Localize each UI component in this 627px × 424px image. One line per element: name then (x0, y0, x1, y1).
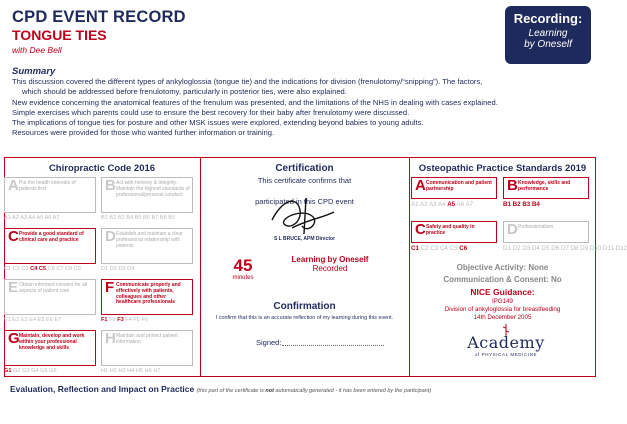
certification-line-1: This certificate confirms that (257, 176, 352, 185)
evaluation-note-post: automatically generated - it has been entered by the participant) (273, 388, 432, 394)
standard-code: D3 (118, 266, 126, 272)
confirmation-text: I confirm that this is an accurate reflection of my learning during this event. (215, 315, 394, 321)
standard-codes (503, 201, 589, 208)
recording-subtext-1: Learning (528, 28, 568, 39)
standard-codes (4, 266, 96, 272)
standard-box-f (101, 279, 193, 315)
standard-code: C9 (73, 266, 81, 272)
standard-letter: F (105, 279, 115, 296)
standard-letter: C (415, 221, 426, 238)
standard-code: D12 (615, 245, 627, 252)
standard-code: D1 (503, 245, 511, 252)
standard-description: Communicate properly and effectively with patients, colleagues and other healthcare professionals (116, 282, 181, 306)
standard-code: F2 (109, 317, 116, 323)
standard-code: C8 (65, 266, 73, 272)
standard-codes (503, 245, 627, 252)
standard-code: C2 (420, 245, 429, 252)
nice-guidance-heading: NICE Guidance: (470, 287, 535, 297)
standard-code: H1 (101, 368, 109, 374)
standard-code: D2 (512, 245, 521, 252)
standard-code: B9 (168, 215, 176, 221)
standard-code: F4 (125, 317, 132, 323)
standard-box-c (411, 221, 497, 243)
standard-code: D2 (109, 266, 117, 272)
standard-description: Provide a good standard of clinical care and practice (19, 231, 84, 243)
standard-code: E6 (46, 317, 53, 323)
standard-code: C5 (449, 245, 458, 252)
standard-code: G3 (22, 368, 30, 374)
standard-code: C4 (30, 266, 38, 272)
standard-code: A6 (456, 201, 465, 208)
standard-description: Act with honesty & integrity. Maintain the highest standards of professional/personal conduct (116, 180, 190, 198)
duration-badge (226, 257, 260, 281)
evaluation-note (197, 388, 432, 394)
standard-box-g (4, 330, 96, 366)
standard-letter: D (105, 228, 116, 245)
summary-heading: Summary (12, 66, 56, 77)
standard-code: F5 (133, 317, 140, 323)
learning-status: Recorded (312, 264, 348, 273)
standard-box-d (503, 221, 589, 243)
certification-heading: Certification (275, 163, 334, 174)
standard-letter: H (105, 330, 116, 347)
standard-code: H7 (153, 368, 161, 374)
standard-code: D1 (101, 266, 109, 272)
standard-code: D6 (551, 245, 560, 252)
standard-code: B7 (151, 215, 159, 221)
standard-box-d (101, 228, 193, 264)
summary-line: Simple exercises which parents could use to ensure the best recovery for their baby after frenulotomy were discussed. (12, 107, 410, 117)
standard-letter: E (8, 279, 19, 296)
standard-description: Professionalism (518, 224, 554, 230)
standard-description: Establish and maintain a clear professional relationship with patients (116, 231, 183, 249)
standard-code: B3 (117, 215, 125, 221)
standard-code: B1 (503, 201, 511, 208)
standard-code: C6 (47, 266, 55, 272)
standard-code: B1 (101, 215, 108, 221)
standard-code: G2 (13, 368, 21, 374)
standard-code: D10 (589, 245, 602, 252)
standard-code: D7 (560, 245, 569, 252)
standard-code: B5 (134, 215, 142, 221)
academy-logo-tagline: of PHYSICAL MEDICINE (474, 352, 538, 357)
standard-letter: D (507, 221, 518, 238)
standard-code: B2 (109, 215, 117, 221)
recording-type-badge (505, 6, 591, 64)
standard-codes (4, 317, 96, 323)
learning-type (270, 255, 390, 273)
evaluation-heading: Evaluation, Reflection and Impact on Practice (10, 384, 195, 394)
standard-codes (101, 317, 193, 323)
standard-code: B8 (159, 215, 167, 221)
signature-line[interactable] (282, 345, 384, 346)
standard-code: C2 (12, 266, 20, 272)
standard-code: C3 (430, 245, 439, 252)
standard-box-c (4, 228, 96, 264)
standard-code: A5 (447, 201, 456, 208)
summary-line: which should be addressed before frenulotomy, particularly in posterior ties, were also explained. (22, 87, 347, 97)
standard-codes (101, 215, 193, 221)
column-divider (200, 157, 201, 377)
standard-code: C4 (439, 245, 448, 252)
standard-codes (411, 245, 497, 252)
standard-code: C1 (411, 245, 419, 252)
standard-code: G5 (40, 368, 48, 374)
standard-letter: B (105, 177, 116, 194)
academy-logo (466, 324, 546, 357)
standard-code: E5 (37, 317, 45, 323)
standard-code: H5 (135, 368, 144, 374)
document-title: CPD EVENT RECORD (12, 8, 186, 26)
standard-code: B4 (126, 215, 134, 221)
standard-letter: A (415, 177, 426, 194)
standard-code: D9 (580, 245, 589, 252)
standard-code: D4 (531, 245, 540, 252)
signed-label: Signed: (256, 338, 282, 347)
standard-code: F3 (117, 317, 124, 323)
standard-code: E4 (29, 317, 37, 323)
standard-code: A3 (20, 215, 28, 221)
standard-code: A4 (28, 215, 36, 221)
osteopathic-heading: Osteopathic Practice Standards 2019 (418, 163, 587, 174)
confirmation-heading: Confirmation (273, 301, 336, 312)
standard-code: D11 (603, 245, 614, 252)
summary-line: New evidence concerning the anatomical features of the frenulum was presented, and the limitations of the NHS in dealing with cases explained. (12, 97, 498, 107)
standard-box-e (4, 279, 96, 315)
standard-code: C5 (38, 266, 47, 272)
standard-box-a (4, 177, 96, 213)
duration-unit: minutes (232, 275, 254, 281)
standard-code: E7 (54, 317, 62, 323)
standard-code: E3 (20, 317, 28, 323)
standard-code: F6 (141, 317, 148, 323)
standard-code: A7 (52, 215, 60, 221)
standard-description: Knowledge, skills and performance (518, 180, 571, 192)
duration-value: 45 (233, 256, 253, 275)
recording-subtext-2: by Oneself (524, 39, 572, 50)
standard-code: C6 (459, 245, 468, 252)
standard-code: A4 (437, 201, 446, 208)
standard-code: D8 (570, 245, 579, 252)
recording-heading: Recording: (513, 11, 583, 26)
certification-line-2: participated in this CPD event (255, 197, 354, 206)
standard-codes (4, 215, 96, 221)
standard-code: B4 (531, 201, 540, 208)
standard-code: A2 (419, 201, 428, 208)
chiropractic-code-panel (4, 157, 200, 377)
standard-code: D4 (127, 266, 135, 272)
standard-code: A1 (4, 215, 11, 221)
standard-code: H2 (109, 368, 117, 374)
standard-code: F1 (101, 317, 108, 323)
presenter-name: with Dee Bell (12, 45, 62, 55)
standard-code: C1 (4, 266, 12, 272)
standard-description: Maintain, develop and work within your professional knowledge and skills (19, 333, 85, 351)
standard-letter: B (507, 177, 518, 194)
standard-code: G6 (49, 368, 57, 374)
standard-description: Put the health interests of patients first (19, 180, 76, 192)
standard-letter: A (8, 177, 19, 194)
standard-box-a (411, 177, 497, 199)
evaluation-heading-row (10, 384, 431, 394)
standard-codes (101, 266, 193, 272)
standard-code: H6 (144, 368, 152, 374)
nice-guidance-code: IPG149 (492, 298, 513, 305)
standard-codes (411, 201, 497, 208)
standard-codes (101, 368, 193, 374)
standard-code: D5 (541, 245, 550, 252)
standard-code: B6 (143, 215, 150, 221)
chiropractic-heading: Chiropractic Code 2016 (48, 163, 156, 174)
summary-line: The implications of tongue ties for posture and other MSK issues were explored, extending beyond babies to young adults. (12, 118, 424, 128)
standard-code: E2 (12, 317, 20, 323)
standard-code: H4 (127, 368, 135, 374)
standard-code: A3 (428, 201, 437, 208)
standard-code: A7 (465, 201, 474, 208)
standard-box-b (503, 177, 589, 199)
summary-line: This discussion covered the different types of ankyloglossia (tongue tie) and the indications for division (frenulotomy/“snipping”). The factors, (12, 77, 483, 86)
director-caption: S L BRUCE, APM Director (273, 236, 336, 242)
event-subtitle: TONGUE TIES (12, 27, 107, 43)
summary-body (12, 77, 594, 139)
communication-consent: Communication & Consent: No (443, 275, 562, 284)
standard-code: G1 (4, 368, 12, 374)
standard-letter: C (8, 228, 19, 245)
summary-line: Resources were provided for those who wanted further information or training. (12, 128, 275, 138)
standard-box-h (101, 330, 193, 366)
standard-code: A2 (12, 215, 19, 221)
standard-description: Communication and patient partnership (426, 180, 492, 192)
standard-code: E1 (4, 317, 11, 323)
standard-code: C7 (56, 266, 64, 272)
director-signature (262, 190, 342, 238)
standard-description: Maintain and protect patient information (116, 333, 178, 345)
standard-code: G4 (31, 368, 39, 374)
standard-letter: G (8, 330, 20, 347)
standard-code: B2 (512, 201, 521, 208)
standard-codes (4, 368, 96, 374)
evaluation-note-bold: not (265, 388, 274, 394)
standard-description: Safety and quality in practice (426, 224, 475, 236)
standard-code: D3 (522, 245, 531, 252)
standard-code: C3 (21, 266, 29, 272)
evaluation-note-pre: (this part of the certificate is (196, 388, 266, 394)
standard-code: A6 (44, 215, 52, 221)
nice-guidance-date: 14th December 2005 (473, 314, 532, 321)
objective-activity: Objective Activity: None (456, 263, 549, 272)
standard-code: H3 (118, 368, 126, 374)
nice-guidance-title: Division of ankyloglossia for breastfeeding (444, 306, 561, 313)
standard-code: A5 (36, 215, 44, 221)
standard-code: B3 (522, 201, 531, 208)
standard-box-b (101, 177, 193, 213)
standard-code: A1 (411, 201, 419, 208)
standard-description: Obtain informed consent for all aspects of patient care (19, 282, 88, 294)
academy-logo-text: Academy (467, 333, 545, 352)
learning-title: Learning by Oneself (291, 255, 369, 264)
